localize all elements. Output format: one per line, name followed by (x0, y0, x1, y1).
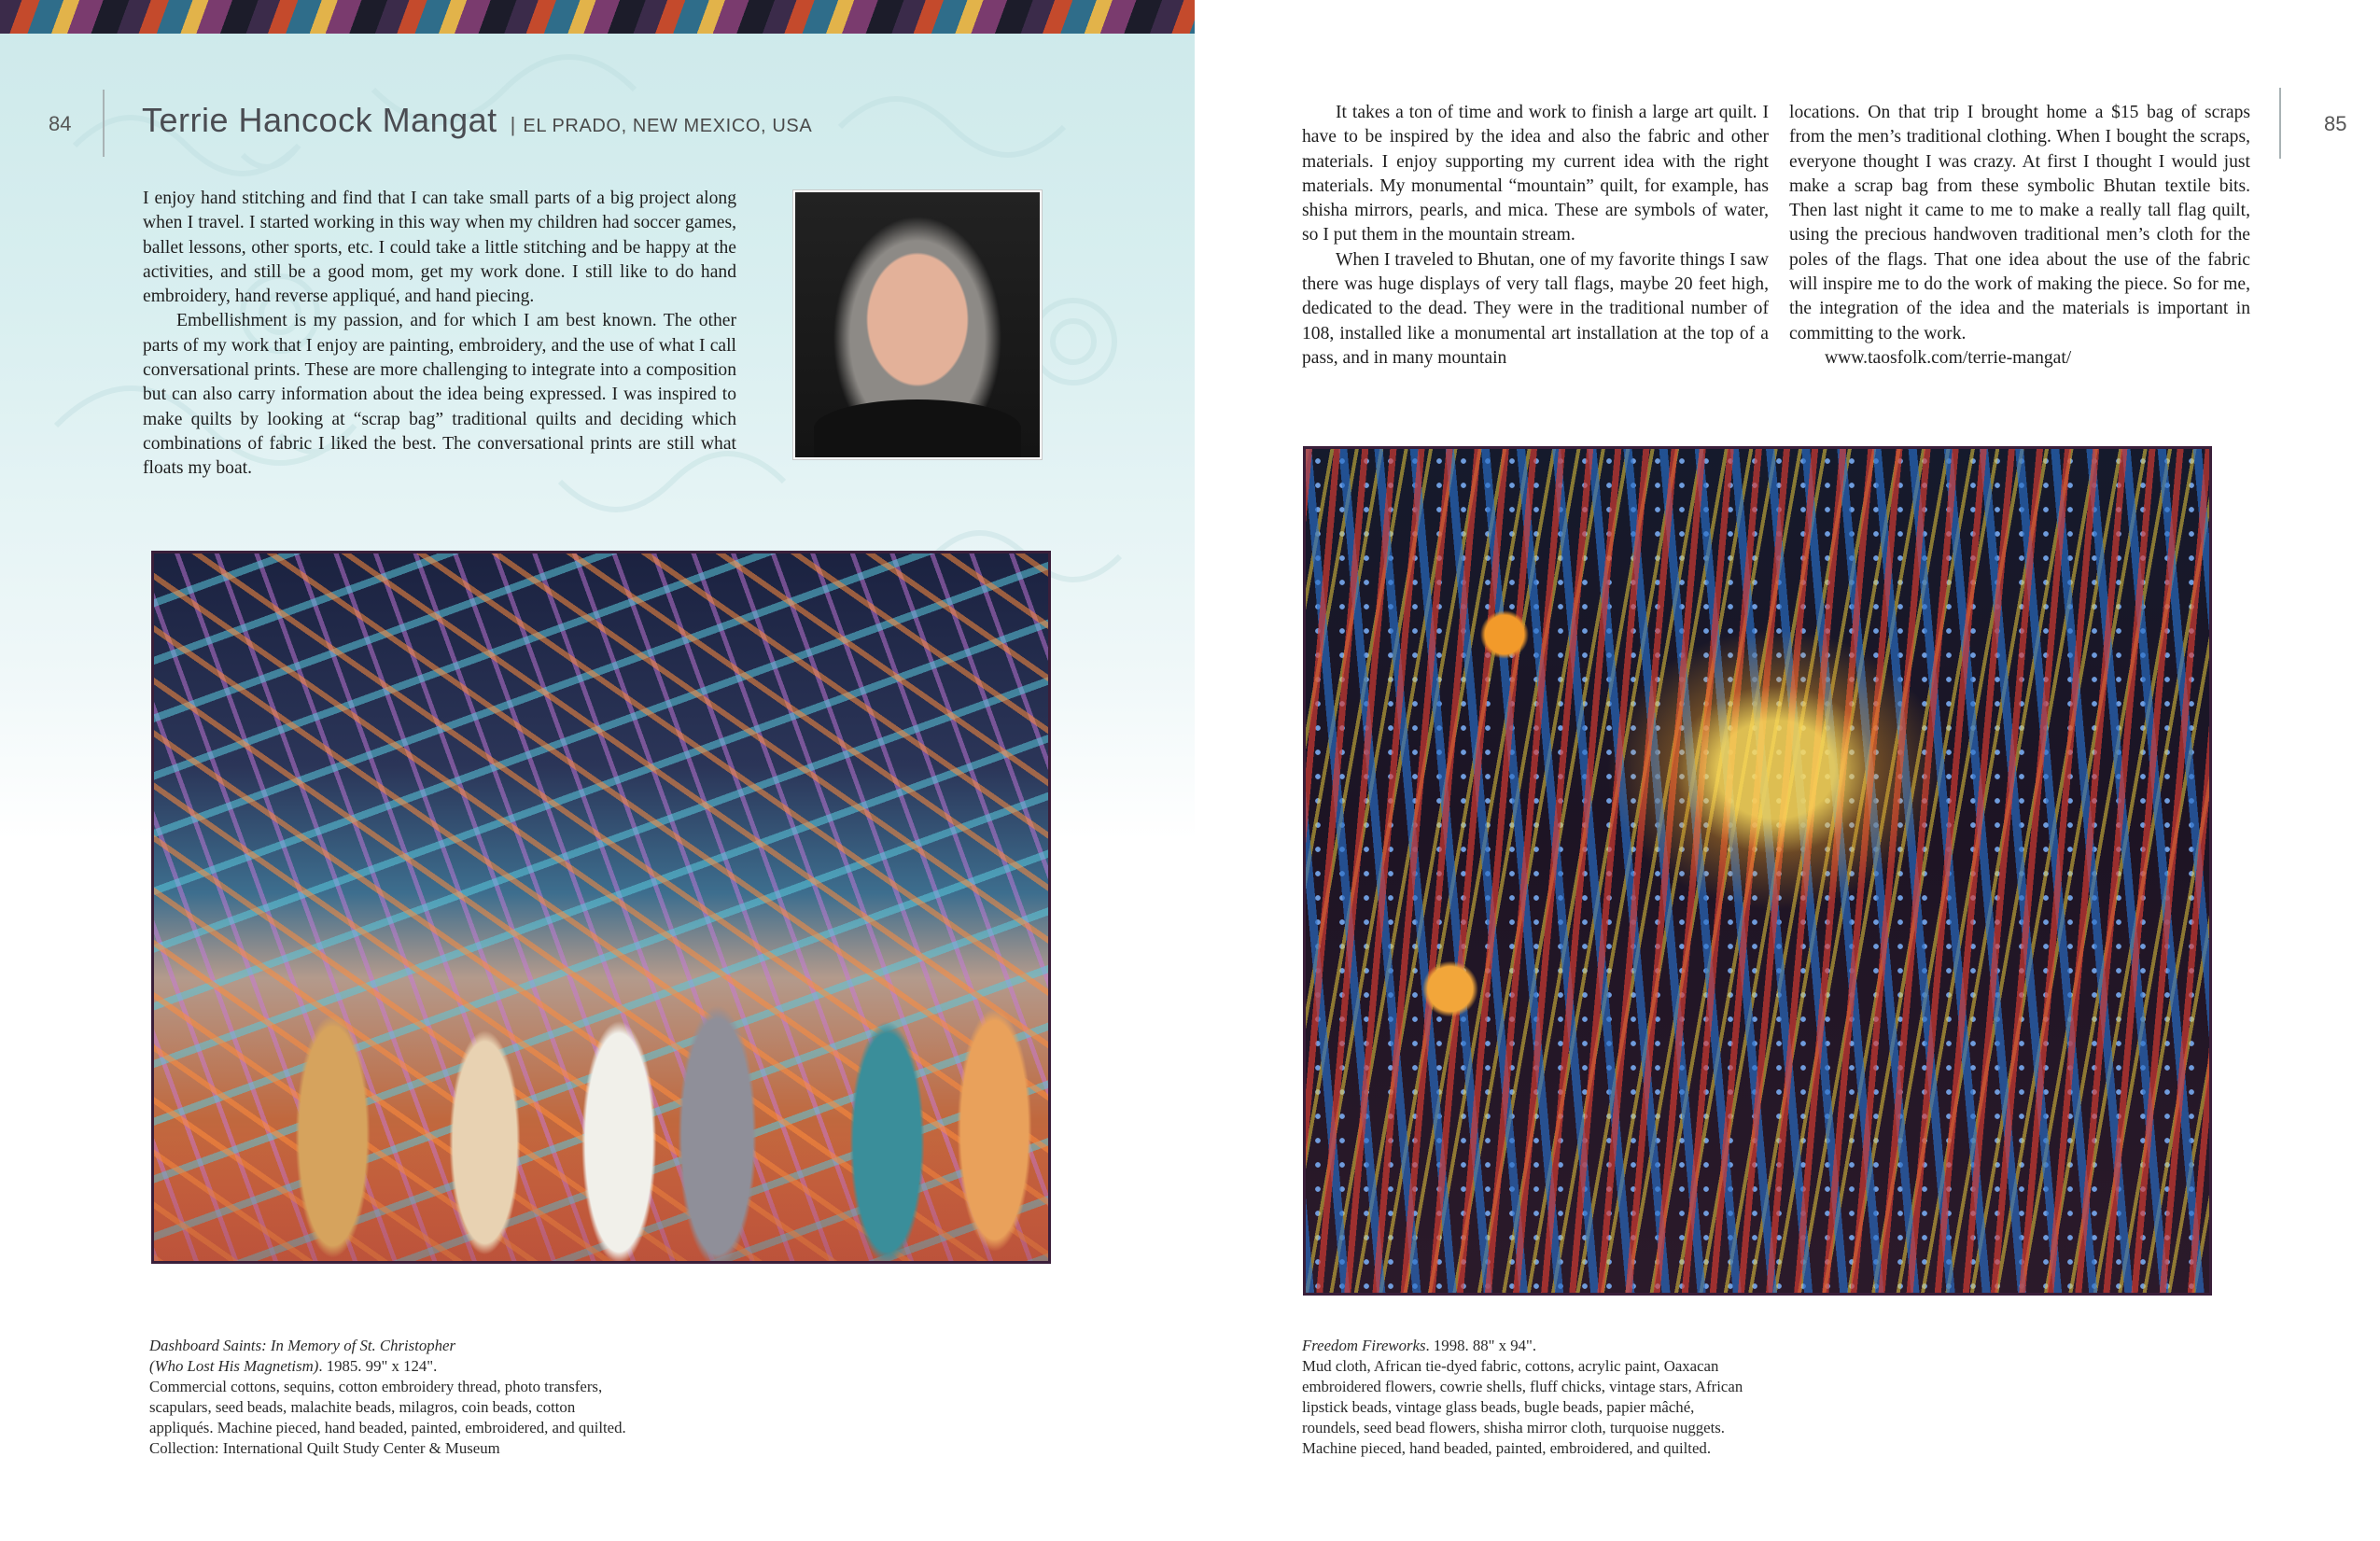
caption-meta: . 1998. 88" x 94". (1425, 1337, 1537, 1354)
caption-line: scapulars, seed beads, malachite beads, milagros, coin beads, cotton (149, 1398, 576, 1416)
intro-text (143, 187, 736, 482)
caption-line: Mud cloth, African tie-dyed fabric, cottons, acrylic paint, Oaxacan (1302, 1357, 1719, 1375)
divider (2279, 88, 2281, 159)
artist-website: www.taosfolk.com/terrie-mangat/ (1825, 347, 2072, 368)
artist-header (142, 101, 812, 142)
quilt-image-dashboard-saints (151, 551, 1051, 1264)
caption-title: Dashboard Saints: In Memory of St. Christopher (149, 1337, 456, 1354)
artist-portrait (793, 190, 1042, 459)
caption-line: roundels, seed bead flowers, shisha mirror cloth, turquoise nuggets. (1302, 1419, 1725, 1436)
quilt-caption-right (1302, 1336, 1743, 1459)
body-column-1 (1302, 101, 1769, 371)
body-column-2 (1789, 101, 2250, 371)
artist-location: EL PRADO, NEW MEXICO, USA (523, 116, 813, 136)
caption-line: Commercial cottons, sequins, cotton embroidery thread, photo transfers, (149, 1378, 603, 1395)
top-quilt-strip (0, 0, 1195, 34)
portrait-shirt (814, 399, 1021, 457)
caption-line: lipstick beads, vintage glass beads, bugle beads, papier mâché, (1302, 1398, 1695, 1416)
paragraph: When I traveled to Bhutan, one of my favorite things I saw there was huge displays of very tall flags, maybe 20 feet high, dedicated to the dead. They were in the traditional number of 108, installed like a monumental art installation at the top of a pass, and in many mountain (1302, 249, 1769, 368)
caption-line: Collection: International Quilt Study Center & Museum (149, 1439, 500, 1457)
quilt-image-freedom-fireworks (1303, 446, 2212, 1296)
page-number: 85 (2324, 112, 2347, 135)
quilt-saint-figures (154, 949, 1048, 1261)
divider (103, 90, 105, 157)
caption-line: appliqués. Machine pieced, hand beaded, painted, embroidered, and quilted. (149, 1419, 626, 1436)
page-number: 84 (49, 112, 72, 135)
artist-name: Terrie Hancock Mangat (142, 101, 497, 139)
paragraph: It takes a ton of time and work to finish a large art quilt. I have to be inspired by the idea and also the fabric and other materials. I enjoy supporting my current idea with the right materials. My monumental “mountain” quilt, for example, has shisha mirrors, pearls, and mica. These are symbols of water, so I put them in the mountain stream. (1302, 103, 1769, 245)
paragraph: Embellishment is my passion, and for which I am best known. The other parts of my work that I enjoy are painting, embroidery, and the use of what I call conversational prints. These are more challenging to integrate into a composition but can also carry information about the idea being expressed. I was inspired to make quilts by looking at “scrap bag” traditional quilts and deciding which combinations of fabric I liked the best. The conversational prints are still what floats my boat. (143, 311, 736, 479)
title-separator: | (510, 113, 516, 136)
paragraph: I enjoy hand stitching and find that I can take small parts of a big project along when I travel. I started working in this way when my children had soccer games, ballet lessons, other sports, etc. I could take a little stitching and be happy at the activities, and still be a good mom, get my work done. I still like to do hand embroidery, hand reverse appliqué, and hand piecing. (143, 189, 736, 307)
caption-line: Machine pieced, hand beaded, painted, embroidered, and quilted. (1302, 1439, 1712, 1457)
quilt-caption-left (149, 1336, 626, 1459)
caption-meta: . 1985. 99" x 124". (318, 1357, 438, 1375)
paragraph: locations. On that trip I brought home a $15 bag of scraps from the men’s traditional clothing. When I bought the scraps, everyone thought I was crazy. At first I thought I would just make a scrap bag from these symbolic Bhutan textile bits. Then last night it came to me to make a really tall flag quilt, using the precious handwoven traditional men’s cloth for the poles of the flags. That one idea about the use of the fabric will inspire me to do the work of making the piece. So for me, the integration of the idea and the materials is important in committing to the work. (1789, 103, 2250, 343)
caption-title: Freedom Fireworks (1302, 1337, 1426, 1354)
caption-title: (Who Lost His Magnetism) (149, 1357, 319, 1375)
caption-line: embroidered flowers, cowrie shells, fluff chicks, vintage stars, African (1302, 1378, 1743, 1395)
right-page (1195, 0, 2380, 1541)
